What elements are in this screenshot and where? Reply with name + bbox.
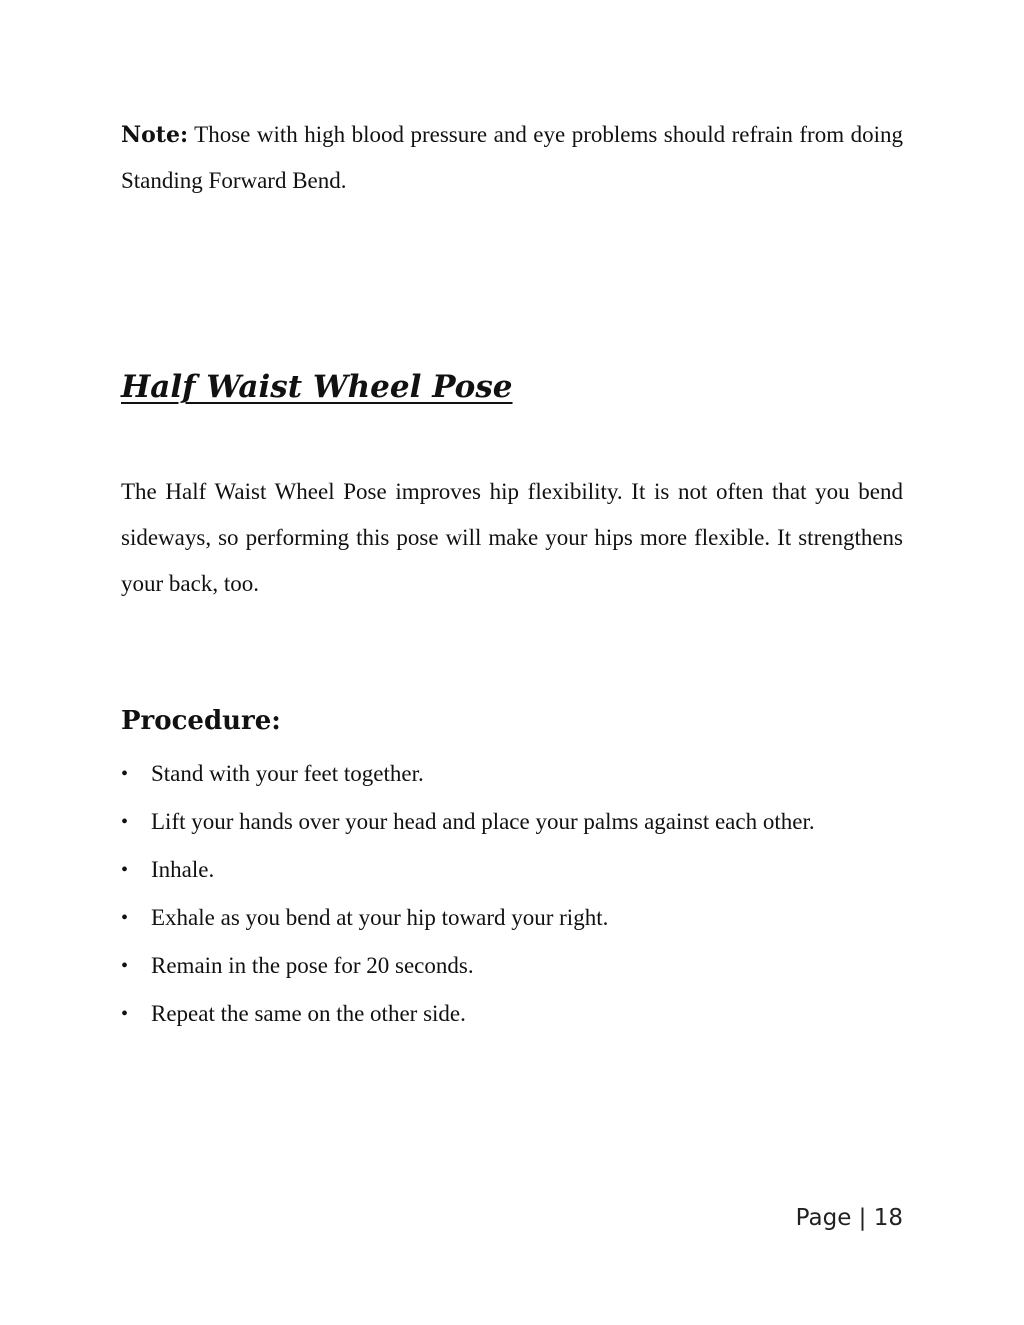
procedure-steps-list	[121, 751, 903, 1039]
step-text: Exhale as you bend at your hip toward your right.	[151, 905, 609, 930]
bullet-icon: •	[121, 859, 129, 881]
list-item	[121, 847, 903, 893]
step-text: Repeat the same on the other side.	[151, 1001, 466, 1026]
note-label: Note:	[121, 122, 189, 148]
step-text: Remain in the pose for 20 seconds.	[151, 953, 474, 978]
procedure-heading: Procedure:	[121, 706, 281, 736]
bullet-icon: •	[121, 955, 129, 977]
document-page	[121, 0, 903, 1325]
list-item	[121, 895, 903, 941]
list-item	[121, 991, 903, 1037]
bullet-icon: •	[121, 811, 129, 833]
list-item	[121, 751, 903, 797]
note-paragraph	[121, 112, 903, 204]
step-text: Stand with your feet together.	[151, 761, 424, 786]
page-number: Page | 18	[795, 1205, 903, 1231]
list-item	[121, 799, 903, 845]
step-text: Lift your hands over your head and place your palms against each other.	[151, 809, 815, 834]
section-title: Half Waist Wheel Pose	[121, 369, 513, 405]
list-item	[121, 943, 903, 989]
step-text: Inhale.	[151, 857, 215, 882]
note-text: Those with high blood pressure and eye problems should refrain from doing Standing Forward Bend.	[121, 122, 903, 193]
intro-paragraph: The Half Waist Wheel Pose improves hip flexibility. It is not often that you bend sideways, so performing this pose will make your hips more flexible. It strengthens your back, too.	[121, 479, 903, 596]
bullet-icon: •	[121, 1003, 129, 1025]
bullet-icon: •	[121, 907, 129, 929]
bullet-icon: •	[121, 763, 129, 785]
